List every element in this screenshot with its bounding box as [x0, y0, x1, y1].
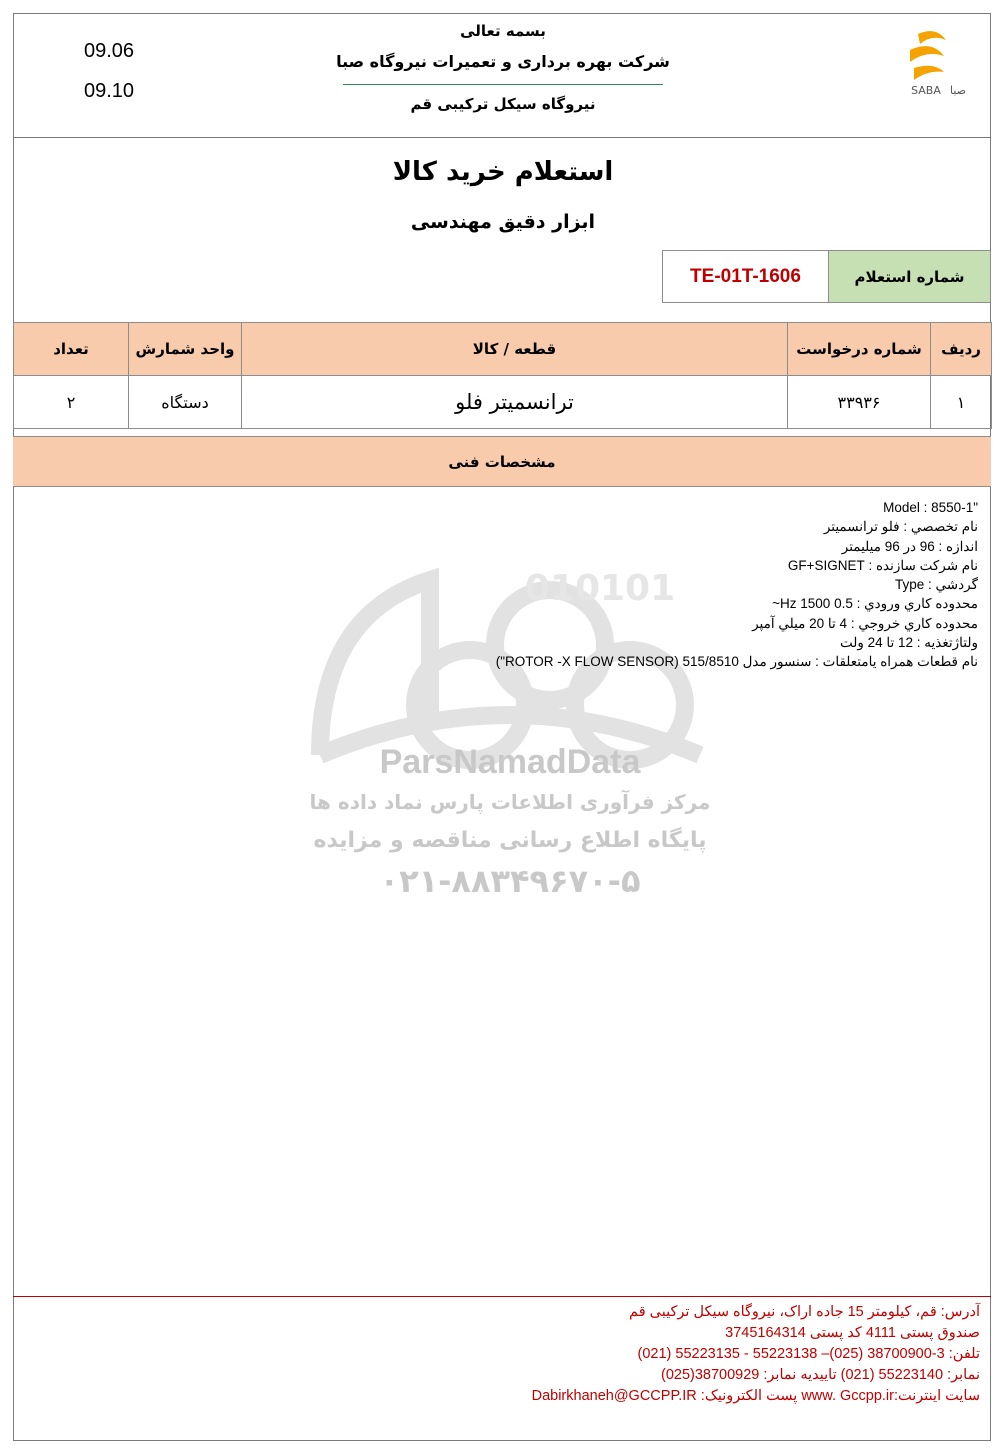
document-title: استعلام خرید کالا [392, 157, 614, 187]
spec-line: اندازه : 96 در 96 ميليمتر [841, 538, 978, 554]
footer-web: سایت اینترنت:www. Gccpp.ir پست الکترونیک: Dabirkhaneh@GCCPP.IR [531, 1388, 980, 1404]
footer-pobox: صندوق پستی 4111 کد پستی 3745164314 [725, 1325, 980, 1341]
watermark-brand: ParsNamadData [379, 743, 641, 781]
bismillah: بسمه تعالی [460, 22, 546, 40]
table-row [14, 376, 992, 429]
plant-name: نیروگاه سیکل ترکیبی قم [410, 95, 596, 113]
col-header-row: ردیف [931, 323, 992, 376]
spec-line: Model : 8550-1" [883, 500, 978, 515]
inquiry-number: TE-01T-1606 [663, 251, 829, 302]
company-name: شرکت بهره برداری و تعمیرات نیروگاه صبا [336, 52, 670, 71]
col-header-qty: تعداد [14, 323, 129, 376]
header-divider [13, 137, 991, 138]
cell-row: ۱ [931, 376, 992, 429]
spec-line: نام قطعات همراه يامتعلقات : سنسور مدل 515/8510 (ROTOR -X FLOW SENSOR") [495, 654, 978, 670]
footer-phone: تلفن: 3-38700900 (025)– 55223138 - 55223135 (021) [637, 1346, 980, 1362]
spec-line: محدوده کاري خروجي : 4 تا 20 ميلي آمپر [752, 615, 978, 631]
svg-text:صبا: صبا [949, 84, 967, 97]
spec-line: نام تخصصي : فلو ترانسميتر [823, 519, 978, 535]
inquiry-number-box [662, 250, 991, 303]
form-code-bottom: 09.10 [84, 80, 135, 102]
cell-item: ترانسمیتر فلو [242, 376, 788, 429]
footer-fax: نمابر: 55223140 (021) تاییدیه نمابر: 38700929(025) [660, 1367, 980, 1383]
footer-address: آدرس: قم، کیلومتر 15 جاده اراک، نیروگاه سیکل ترکیبی قم [629, 1304, 980, 1320]
table-header-row [14, 323, 992, 376]
spec-line: ولتاژتغذيه : 12 تا 24 ولت [839, 635, 978, 651]
footer-divider [13, 1296, 991, 1297]
watermark-phone: ۰۲۱-۸۸۳۴۹۶۷۰-۵ [379, 862, 641, 900]
spec-line: Type : گردشي [895, 577, 978, 593]
col-header-request-no: شماره درخواست [788, 323, 931, 376]
document-subtitle: ابزار دقیق مهندسی [410, 211, 596, 233]
footer-contact [532, 1302, 980, 1407]
svg-text:010101: 010101 [524, 568, 676, 609]
items-table [13, 322, 992, 429]
cell-qty: ۲ [14, 376, 129, 429]
cell-unit: دستگاه [129, 376, 242, 429]
col-header-unit: واحد شمارش [129, 323, 242, 376]
cell-request-no: ۳۳۹۳۶ [788, 376, 931, 429]
spec-line: محدوده کاري ورودي : 0.5 Hz 1500~ [772, 596, 978, 612]
specs-title: مشخصات فنی [13, 436, 991, 487]
inquiry-number-label: شماره استعلام [829, 251, 990, 302]
col-header-item: قطعه / کالا [242, 323, 788, 376]
company-underline [343, 84, 663, 85]
watermark-line1: مرکز فرآوری اطلاعات پارس نماد داده ها [309, 790, 711, 814]
spec-line: نام شرکت سازنده : GF+SIGNET [787, 557, 978, 573]
watermark-line2: پایگاه اطلاع رسانی مناقصه و مزایده [313, 828, 707, 853]
svg-text:SABA: SABA [911, 84, 941, 97]
specs-list [496, 498, 978, 672]
form-code-top: 09.06 [84, 40, 135, 62]
